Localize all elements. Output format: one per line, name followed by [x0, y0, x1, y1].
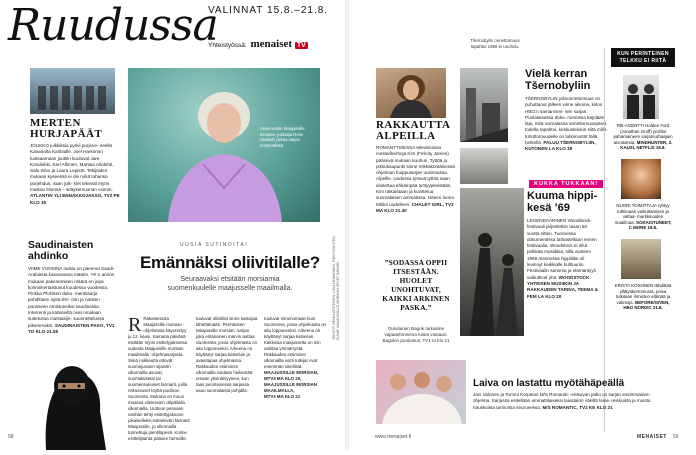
merten-title: [30, 118, 102, 140]
sidebar-item1-photo: [623, 75, 659, 119]
woodstock-channel: WOODSTOCK: YHTEISEN MUSIIKIN JA RAKKAUDEN TARINA, TEEMA & FEM LA KLO 20: [527, 274, 598, 299]
partner-prefix: Yhteistyössä:: [208, 42, 247, 49]
right-page-number: 59: [673, 434, 679, 440]
rakkautta-title-line1: RAKKAUTTA: [376, 119, 451, 131]
article-deck-line2: suomenkuulelle maajusselle maailmalla.: [167, 284, 293, 292]
sidebar-header: [611, 48, 675, 67]
chernobyl-photo: [460, 68, 508, 142]
article-column-2: tuuluvat oliivitilat sinne katsojaa lähettämään. Perinteisen Maajussille morsian -sarjan joka eritasoinen marvin auttaa Suomesta, jossa ohjelmasta on aitu loppuneeksi. Aiheena on käyttänyt sarjaa katseluin ja avaintapaa ohjelmassa. Rakkauden etsiminen ulkomailla voidaan heikentää omaan yksinäisyyteen, kun taas perinteisessä sarjassa asuu suomalaista pohjalla.: [196, 316, 258, 393]
sidebar-item2-photo: [621, 159, 661, 199]
chernobyl-text: TŠERNOBYLIN ydinonnettomuus on puhuttanut jälleen viime aikoina, kiitos HBO:n samannimi- sen sarjan. Puolalaisessa doku- mentissa käydään läpi, mitä voimalassa onnettomuuspäivä todella tapahtui, keskustelukin siitä millä tuhottomuudelle on tutkimustöt tällä hetkellä.: [525, 96, 607, 146]
merten-photo: [30, 68, 115, 114]
woodstock-photo: [460, 188, 524, 336]
sidebar-item1: [613, 123, 673, 151]
article-channel-1: MAAJUSSILLE MORSIAN, MTV3 MA KLO 20,: [264, 370, 319, 381]
woodstock-badge: KUKKA TUKKAAN!: [529, 180, 603, 188]
main-photo-caption: Viime kesän Maajussille morsian -juontaja Rose Uusitalo jatkaa sarjan emännöintiä.: [260, 126, 305, 148]
sidebar-item1-text: FBI-AGENTTI Holden Ford (Jonathan Groff) profiloi pahamaineen sarjamurhaajien aivoituksia.: [613, 123, 673, 145]
saudi-channel: SAUDINAISTEN PAKO, TV1 TO KLO 21.05: [28, 322, 115, 334]
sidebar-item3-text: KRISTA KOSONEN tähdittää yllätyskertomusta, jossa tutkitaan ihmisten elämää ja valintoja.: [614, 282, 672, 305]
section-script-title: Ruudussa: [8, 0, 218, 51]
chernobyl-caption: Tšernobylin onnettomuus tapahtui 1986 ei unohdu.: [470, 38, 520, 49]
woodstock-title: [527, 190, 597, 214]
article-col1-text: Rakastetusta Maajussille morsian -ohjelmasta käynnistyy ju 12. kausi. Samana päivänä etsitään myös esittelyjaksossa uudesta Maajussille morsian maailmalla -ohjelmasarjasta. Siinä roikkautta ettevät suomejussien sijaintin ulkomailla asuvat, suomalaisetai tai suomensukuiset farmarit, joilla riskussuvet töyttä puolison Suomesta. Mukana on muun muassa viiniessien oliipitilalla ulkomailla. Uuttuun pensaan vanhan tehty esitettyjaksoon jokaiselleksi esittelevän farmarit Maajussille, jo ulkomailla tunnettuja pientiläpesä. Kolme esittelijäanta pääsee farmoille.: [128, 316, 190, 441]
article-deck-line1: Seuraavaksi etsitään morsiamia: [180, 276, 280, 283]
saudi-text: VIIME VUOSINA naisia on paennut Saudi-Arabiasta kasvavassa määrin. YK:n arvion mukaan pakenemisen määrä on jopa kolminkertaistunut kuudessa vuodessa. Pinkka Pfohlsen doku- menttisarja pohdittaen syitä ilmi- öön ja naisten paosseen omistuneiksi saudinaisia. Interrenti ja käänteiltä ovat omalaan suitetussa muistakijn- suunnettelussa pikemmaksi.: [28, 266, 115, 328]
sidebar-item2-channel: SOKAISTUNEET, C MORE 19.8.: [628, 219, 672, 231]
chernobyl-title-line1: Vielä kerran: [525, 68, 588, 80]
article-channel-2: MAAJUSSILLE MORSIAN MAAILMALLA,: [264, 382, 317, 393]
woodstock-body: [527, 218, 599, 300]
article-dropcap: R: [128, 316, 142, 336]
magazine-name: MENAISET: [637, 434, 667, 440]
laiva-channel: M/S ROMANTIC, TV2 KE KLO 21: [542, 404, 613, 410]
merten-channel: ATLANTIN YLI ENNÄKKOJAKSO, TV2 PE KLO 19: [30, 193, 120, 205]
saudi-body: [28, 266, 118, 335]
merten-title-line2: HURJAPÄÄT: [30, 128, 103, 140]
rakkautta-channel: CHALET GIRL, TV2 MA KLO 21.30: [376, 201, 454, 213]
partner-line: [208, 38, 308, 50]
sidebar-item1-channel: MINDHUNTER, 2. KAUSI, NETFLIX 16.8.: [620, 139, 673, 151]
woodstock-title-line1: Kuuma hippi-: [527, 190, 598, 202]
laiva-body: [473, 392, 668, 411]
article-col3-text: tuuluvat nimenomaan kuin Suomessa, jossa ohjelmasta on aitu loppuneeksi. Aiheena on käyttänyt sarjaa katseluin. Kakkosia maajusselta on niin vaihtaa ymmärrystä. Rakkauden etsimisen ulkomailla voitti tutkijat ovat enemmän sinellisiä.: [264, 316, 326, 369]
chernobyl-body: [525, 96, 611, 153]
rakkautta-title-line2: ALPEILLA: [376, 130, 436, 142]
main-photo: [128, 68, 320, 222]
partner-logo: menaiset: [250, 38, 293, 50]
sidebar-header-line1: KUN PERINTEINEN: [617, 51, 669, 57]
site-url: www.menaiset.fi: [375, 434, 412, 440]
sidebar-item2-text: NUORI TOIMITTAJA ryhtyy tutkimaan vaikuttamisen ja valtaa- markkinoiden maailmaa.: [614, 202, 670, 225]
woodstock-photo-top: [460, 148, 508, 184]
merten-body: [30, 143, 120, 206]
right-page: [349, 0, 696, 450]
laiva-title: Laiva on lastattu myötähäpeällä: [473, 378, 625, 389]
vertical-credit: TEKSTIT: EEVA LOISTEINEN, LIISA HEIKKONEN, PÄIVI HOLSTEN. KUVAT: MAAJUSSILLE MORSIAN KEVÄT KAMARI: [332, 235, 340, 340]
article-column-1: [128, 316, 190, 444]
left-page: [0, 0, 347, 450]
article-channel-3: MTV3 MA KLO 21: [264, 394, 301, 399]
week-label: VALINNAT 15.8.–21.8.: [208, 5, 329, 16]
sidebar-header-line2: TELKKU EI RIITÄ: [619, 57, 667, 64]
sidebar-item3-channel: BEFORE/GIVEN, HBO NORDIC 21.8.: [623, 299, 670, 311]
laiva-photo: [376, 360, 466, 424]
article-column-3: [264, 316, 326, 444]
merten-title-line1: MERTEN: [30, 117, 81, 129]
chernobyl-channel: PALUU TŠERNOBYLIIN, KUTONEN LA KLO 19: [525, 140, 596, 152]
tv-logo: TV: [296, 42, 306, 49]
merten-text: JOUKKO julkkiksia pyrkii purjeve- neellä Kanarialta Karibialle. Joel Harkimon luotsaamaan jouttiin kuuluvat Jare Koraloikki, Karl Alhinen, Martina Aitolehti, Salu Silvo ja Laura Lepistö. Tekijöiden mukaan kyseessä ei ole mikä tahansa purjehdus, vaan julk- kiet tekevät myös matkan itsensä – sitäykemuonan voimin.: [30, 143, 114, 193]
saudi-title-line1: Saudinaisten: [28, 239, 94, 251]
sidebar-item2: [613, 203, 673, 231]
saudi-title: [28, 240, 93, 262]
quote-text: ”SODASSA OPPII ITSESTÄÄN. HUOLET UNOHTUVAT, KAIKKI ARKINEN PASKA.”: [382, 258, 450, 312]
saudi-photo: [26, 356, 116, 450]
chernobyl-title: [525, 68, 590, 92]
sidebar-item3: [613, 283, 673, 311]
left-page-number: 58: [8, 434, 14, 440]
article-headline: Emännäksi oliivitilalle?: [140, 253, 320, 272]
chernobyl-title-line2: Tšernobyliin: [525, 80, 591, 92]
saudi-title-line2: ahdinko: [28, 250, 69, 262]
rakkautta-photo: [376, 68, 446, 118]
quote-attribution: Oululainen Bagok tarkastee vapaaehtoisena tuista vastaan. Bagokin puolustus, TV1 to klo 21: [382, 326, 450, 343]
article-kicker: UUSIA SUTINOITA!: [180, 242, 249, 248]
woodstock-text: LEGENDAARINEN Woodstock-festivaali järjestettiin tasan 50 vuotta sitten. Tuoreessa dokumentissa tarkastellaan ennen festivaalia. Woodstock ei ollut pelkkää musiikkia, sillä vuoteen 1969 mennessä hippiliike oli levinnyt kaikkialle kulttuuriin. Festivaalin sanoma ja elämäntyyli vaikuttivat yhä.: [527, 218, 597, 280]
rakkautta-title: [376, 120, 450, 142]
sidebar-item3-photo: [621, 239, 661, 279]
rakkautta-body: [376, 145, 458, 214]
laiva-text: Jani Valonen ja Tommi Korpelan M/S Romantic -elokuvan jatko on sarjan ensimmäinen ohjelma. Sarjassa esitellään ammattilaiseksi laivatalon väkiltä laiva- reissuista ja muista hauskoista tarinoista seurueessa.: [473, 392, 651, 410]
article-deck: [140, 276, 320, 293]
streaming-sidebar: [604, 48, 675, 432]
woodstock-title-line2: kesä ’69: [527, 202, 570, 214]
rakkautta-text: ROMANTTISESSA televisioissa mestarikerhoja Kim (Felicity James) pääsevä mukaan kuuhun. Tyttöä ja pikkukaupunki sinne mikkäköntäisessä ohjelman huippusarjan uusinnassa. Alpeille. Uudessa työssä tyttöä saan aloitettaa ehkämpää työtyypiteistään. Kim ratkaistaan ja kuvittelua suomalaisen ammatissa. Hänen luona Mikko uudelleen.: [376, 145, 455, 207]
